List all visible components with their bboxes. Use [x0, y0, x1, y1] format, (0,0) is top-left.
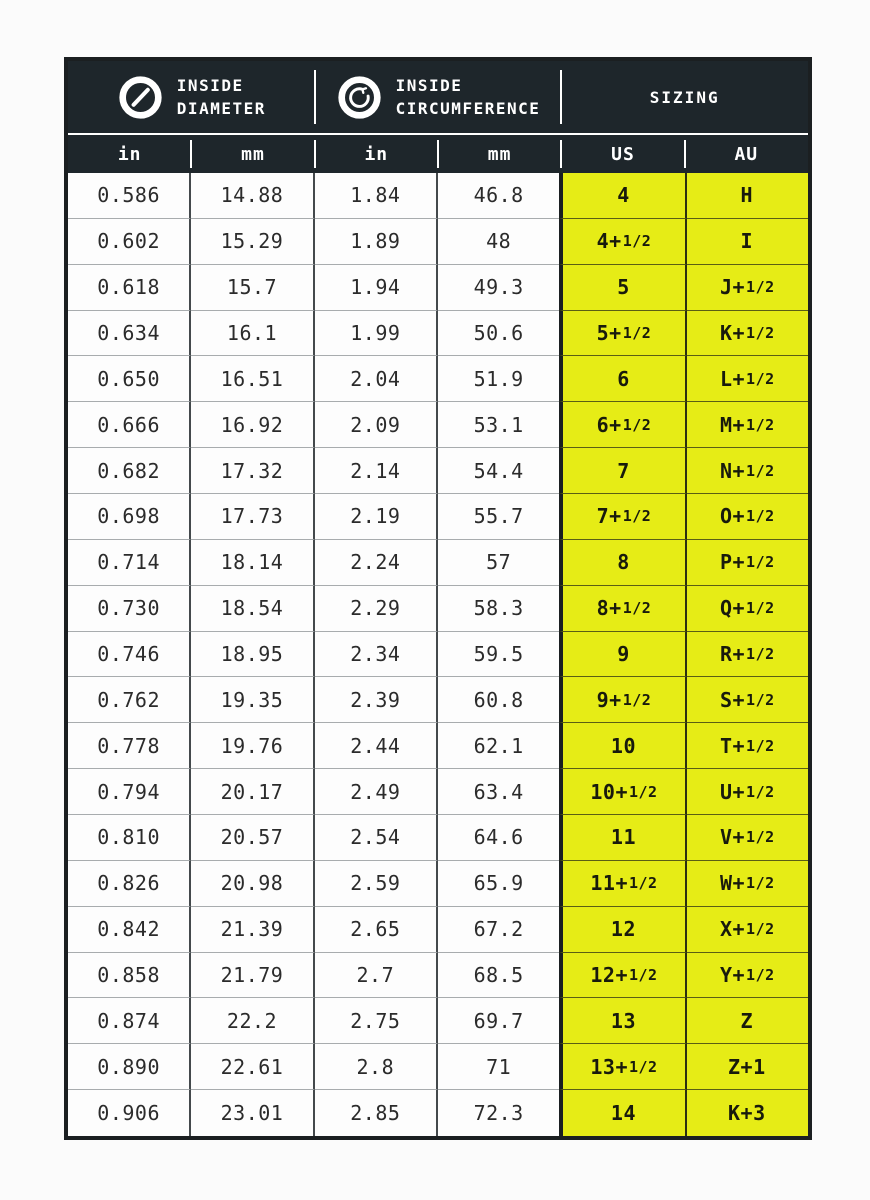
table-row: [68, 1044, 808, 1090]
us-size-value: 4+: [596, 229, 622, 254]
cell-au-size: [687, 769, 808, 815]
cell-circumference-in: 1.84: [315, 173, 438, 219]
cell-circumference-in: 2.7: [315, 953, 438, 999]
cell-diameter-mm: 14.88: [191, 173, 314, 219]
cell-circumference-in: 2.39: [315, 677, 438, 723]
au-size-fraction: 1/2: [746, 599, 775, 618]
table-row: [68, 632, 808, 678]
au-size-value: V+: [719, 825, 746, 850]
cell-au-size: [687, 219, 808, 265]
table-row: [68, 1090, 808, 1136]
cell-circumference-mm: 46.8: [438, 173, 559, 219]
cell-us-size: [559, 540, 686, 586]
cell-circumference-in: 1.89: [315, 219, 438, 265]
table-row: [68, 540, 808, 586]
cell-circumference-in: 2.24: [315, 540, 438, 586]
cell-diameter-in: 0.586: [68, 173, 191, 219]
cell-au-size: [687, 1044, 808, 1090]
cell-diameter-in: 0.794: [68, 769, 191, 815]
inside-circumference-icon: [336, 74, 383, 121]
cell-circumference-mm: 54.4: [438, 448, 559, 494]
column-header-circumference-mm: mm: [438, 135, 561, 173]
au-size-value: J+: [719, 275, 746, 300]
au-size-fraction: 1/2: [746, 782, 775, 801]
au-size-value: L+: [719, 366, 746, 391]
au-size-value: Z: [740, 1008, 754, 1033]
us-size-fraction: 1/2: [622, 690, 652, 709]
au-size-fraction: 1/2: [746, 553, 775, 572]
cell-diameter-mm: 19.76: [191, 723, 314, 769]
cell-circumference-mm: 48: [438, 219, 559, 265]
cell-diameter-in: 0.890: [68, 1044, 191, 1090]
cell-circumference-mm: 55.7: [438, 494, 559, 540]
table-row: [68, 907, 808, 953]
cell-au-size: [687, 907, 808, 953]
cell-circumference-in: 2.09: [315, 402, 438, 448]
cell-diameter-in: 0.746: [68, 632, 191, 678]
cell-circumference-mm: 68.5: [438, 953, 559, 999]
us-size-value: 7: [617, 458, 630, 483]
cell-us-size: [559, 448, 686, 494]
us-size-fraction: 1/2: [628, 1057, 658, 1076]
cell-au-size: [687, 998, 808, 1044]
cell-circumference-in: 1.99: [315, 311, 438, 357]
us-size-value: 9+: [596, 687, 622, 712]
cell-us-size: [559, 356, 686, 402]
cell-diameter-mm: 22.61: [191, 1044, 314, 1090]
cell-diameter-in: 0.874: [68, 998, 191, 1044]
au-size-fraction: 1/2: [746, 874, 775, 893]
us-size-value: 7+: [596, 504, 622, 529]
au-size-fraction: 1/2: [746, 966, 775, 985]
cell-circumference-mm: 53.1: [438, 402, 559, 448]
au-size-fraction: 1/2: [746, 461, 775, 480]
cell-diameter-in: 0.810: [68, 815, 191, 861]
au-size-value: U+: [719, 779, 746, 804]
us-size-value: 9: [617, 642, 630, 667]
au-size-value: Z+1: [727, 1054, 766, 1079]
cell-diameter-in: 0.778: [68, 723, 191, 769]
cell-us-size: [559, 265, 686, 311]
cell-au-size: [687, 448, 808, 494]
cell-diameter-in: 0.698: [68, 494, 191, 540]
table-row: [68, 769, 808, 815]
au-size-value: P+: [719, 550, 746, 575]
cell-diameter-in: 0.762: [68, 677, 191, 723]
cell-us-size: [559, 632, 686, 678]
us-size-value: 5: [617, 275, 630, 300]
au-size-value: H: [740, 183, 754, 208]
header-sizing-label: SIZING: [649, 87, 720, 107]
cell-diameter-mm: 18.95: [191, 632, 314, 678]
table-row: [68, 265, 808, 311]
cell-circumference-mm: 59.5: [438, 632, 559, 678]
cell-au-size: [687, 815, 808, 861]
us-size-value: 11: [610, 825, 637, 850]
cell-circumference-in: 2.75: [315, 998, 438, 1044]
au-size-fraction: 1/2: [746, 690, 775, 709]
cell-diameter-mm: 17.73: [191, 494, 314, 540]
cell-diameter-in: 0.730: [68, 586, 191, 632]
cell-diameter-in: 0.666: [68, 402, 191, 448]
label-line: DIAMETER: [176, 99, 266, 118]
cell-circumference-in: 2.85: [315, 1090, 438, 1136]
us-size-fraction: 1/2: [622, 599, 652, 618]
cell-au-size: [687, 494, 808, 540]
au-size-value: T+: [719, 733, 746, 758]
us-size-value: 4: [617, 183, 630, 208]
cell-au-size: [687, 677, 808, 723]
cell-diameter-mm: 15.29: [191, 219, 314, 265]
cell-au-size: [687, 311, 808, 357]
cell-au-size: [687, 173, 808, 219]
cell-circumference-mm: 51.9: [438, 356, 559, 402]
au-size-fraction: 1/2: [746, 645, 775, 664]
au-size-value: K+3: [727, 1101, 766, 1126]
cell-diameter-mm: 20.17: [191, 769, 314, 815]
us-size-value: 12: [610, 917, 637, 942]
cell-diameter-mm: 16.92: [191, 402, 314, 448]
us-size-value: 5+: [596, 321, 622, 345]
cell-diameter-in: 0.634: [68, 311, 191, 357]
cell-circumference-mm: 57: [438, 540, 559, 586]
cell-circumference-mm: 65.9: [438, 861, 559, 907]
cell-diameter-mm: 17.32: [191, 448, 314, 494]
header-inside-diameter: [68, 61, 315, 133]
table-row: [68, 494, 808, 540]
cell-au-size: [687, 586, 808, 632]
table-row: [68, 998, 808, 1044]
us-size-value: 13+: [590, 1054, 628, 1079]
au-size-fraction: 1/2: [746, 324, 775, 342]
table-header: [68, 61, 808, 173]
us-size-value: 8: [617, 550, 630, 575]
cell-us-size: [559, 907, 686, 953]
au-size-fraction: 1/2: [746, 920, 775, 939]
us-size-value: 13: [610, 1008, 637, 1033]
cell-circumference-mm: 67.2: [438, 907, 559, 953]
cell-us-size: [559, 861, 686, 907]
cell-circumference-in: 2.65: [315, 907, 438, 953]
cell-diameter-mm: 19.35: [191, 677, 314, 723]
us-size-value: 10: [610, 733, 637, 758]
cell-us-size: [559, 1090, 686, 1136]
au-size-value: K+: [719, 321, 746, 345]
cell-diameter-in: 0.650: [68, 356, 191, 402]
au-size-value: Q+: [719, 596, 746, 621]
cell-circumference-mm: 60.8: [438, 677, 559, 723]
cell-us-size: [559, 815, 686, 861]
au-size-value: Y+: [719, 963, 746, 988]
cell-circumference-in: 2.8: [315, 1044, 438, 1090]
cell-diameter-mm: 16.51: [191, 356, 314, 402]
table-row: [68, 448, 808, 494]
us-size-fraction: 1/2: [622, 415, 652, 434]
us-size-value: 11+: [590, 871, 628, 896]
cell-diameter-mm: 15.7: [191, 265, 314, 311]
cell-diameter-mm: 21.39: [191, 907, 314, 953]
us-size-value: 10+: [590, 779, 628, 804]
table-row: [68, 953, 808, 999]
table-row: [68, 815, 808, 861]
cell-us-size: [559, 769, 686, 815]
cell-us-size: [559, 677, 686, 723]
cell-au-size: [687, 540, 808, 586]
au-size-value: W+: [719, 871, 746, 896]
au-size-value: O+: [719, 504, 746, 529]
cell-au-size: [687, 953, 808, 999]
au-size-value: M+: [719, 412, 746, 437]
cell-circumference-mm: 49.3: [438, 265, 559, 311]
cell-au-size: [687, 861, 808, 907]
table-body: [68, 173, 808, 1136]
us-size-value: 8+: [596, 596, 622, 621]
au-size-value: S+: [719, 687, 746, 712]
table-row: [68, 173, 808, 219]
column-header-diameter-in: in: [68, 135, 191, 173]
cell-diameter-in: 0.682: [68, 448, 191, 494]
cell-circumference-mm: 62.1: [438, 723, 559, 769]
cell-circumference-in: 2.29: [315, 586, 438, 632]
column-header-au: AU: [734, 143, 759, 165]
cell-diameter-in: 0.618: [68, 265, 191, 311]
table-row: [68, 586, 808, 632]
cell-au-size: [687, 356, 808, 402]
cell-us-size: [559, 494, 686, 540]
cell-circumference-in: 2.14: [315, 448, 438, 494]
us-size-fraction: 1/2: [628, 874, 658, 893]
us-size-value: 12+: [590, 963, 628, 988]
cell-circumference-mm: 63.4: [438, 769, 559, 815]
table-row: [68, 861, 808, 907]
cell-circumference-mm: 71: [438, 1044, 559, 1090]
cell-au-size: [687, 265, 808, 311]
cell-us-size: [559, 953, 686, 999]
cell-circumference-in: 2.54: [315, 815, 438, 861]
column-header-us: US: [561, 135, 684, 173]
table-row: [68, 402, 808, 448]
us-size-fraction: 1/2: [628, 782, 658, 801]
us-size-fraction: 1/2: [622, 507, 652, 526]
cell-circumference-mm: 64.6: [438, 815, 559, 861]
cell-diameter-mm: 20.98: [191, 861, 314, 907]
cell-circumference-mm: 72.3: [438, 1090, 559, 1136]
cell-circumference-mm: 50.6: [438, 311, 559, 357]
au-size-value: X+: [719, 917, 746, 942]
cell-us-size: [559, 1044, 686, 1090]
us-size-value: 14: [610, 1101, 637, 1126]
cell-us-size: [559, 723, 686, 769]
au-size-value: N+: [719, 458, 746, 483]
au-size-fraction: 1/2: [746, 507, 775, 526]
inside-diameter-icon: [117, 74, 164, 121]
header-sizing: [561, 61, 808, 133]
table-row: [68, 311, 808, 357]
cell-diameter-mm: 23.01: [191, 1090, 314, 1136]
cell-diameter-mm: 18.54: [191, 586, 314, 632]
label-line: INSIDE: [395, 75, 463, 95]
cell-circumference-mm: 69.7: [438, 998, 559, 1044]
table-row: [68, 677, 808, 723]
us-size-fraction: 1/2: [622, 232, 652, 251]
cell-circumference-in: 1.94: [315, 265, 438, 311]
cell-diameter-mm: 21.79: [191, 953, 314, 999]
us-size-value: 6+: [596, 412, 622, 437]
au-size-fraction: 1/2: [746, 369, 775, 388]
cell-us-size: [559, 402, 686, 448]
cell-us-size: [559, 311, 686, 357]
au-size-fraction: 1/2: [746, 736, 775, 755]
label-line: INSIDE: [176, 75, 244, 95]
us-size-fraction: 1/2: [622, 324, 652, 342]
cell-circumference-in: 2.04: [315, 356, 438, 402]
cell-diameter-in: 0.842: [68, 907, 191, 953]
table-row: [68, 723, 808, 769]
cell-diameter-mm: 18.14: [191, 540, 314, 586]
cell-diameter-mm: 20.57: [191, 815, 314, 861]
cell-diameter-in: 0.858: [68, 953, 191, 999]
cell-circumference-in: 2.34: [315, 632, 438, 678]
table-row: [68, 356, 808, 402]
us-size-value: 6: [617, 366, 630, 391]
cell-diameter-mm: 16.1: [191, 311, 314, 357]
us-size-fraction: 1/2: [628, 966, 658, 985]
cell-circumference-in: 2.59: [315, 861, 438, 907]
cell-au-size: [687, 632, 808, 678]
cell-diameter-mm: 22.2: [191, 998, 314, 1044]
header-inside-circumference-label: [396, 74, 541, 120]
column-header-row: [68, 135, 808, 173]
header-group-row: [68, 61, 808, 133]
cell-us-size: [559, 219, 686, 265]
cell-diameter-in: 0.714: [68, 540, 191, 586]
au-size-value: I: [740, 229, 754, 254]
column-header-diameter-mm: mm: [191, 135, 314, 173]
au-size-fraction: 1/2: [746, 415, 775, 434]
cell-us-size: [559, 998, 686, 1044]
cell-circumference-in: 2.49: [315, 769, 438, 815]
cell-circumference-in: 2.19: [315, 494, 438, 540]
ring-size-chart: [64, 57, 812, 1140]
cell-au-size: [687, 1090, 808, 1136]
au-size-value: R+: [719, 642, 746, 667]
header-inside-circumference: [315, 61, 562, 133]
cell-diameter-in: 0.602: [68, 219, 191, 265]
au-size-fraction: 1/2: [746, 278, 775, 297]
label-line: CIRCUMFERENCE: [395, 99, 541, 118]
cell-us-size: [559, 586, 686, 632]
cell-diameter-in: 0.826: [68, 861, 191, 907]
cell-us-size: [559, 173, 686, 219]
cell-au-size: [687, 723, 808, 769]
cell-diameter-in: 0.906: [68, 1090, 191, 1136]
column-header-circumference-in: in: [315, 135, 438, 173]
header-inside-diameter-label: [177, 74, 266, 120]
table-row: [68, 219, 808, 265]
au-size-fraction: 1/2: [746, 828, 775, 847]
cell-au-size: [687, 402, 808, 448]
cell-circumference-in: 2.44: [315, 723, 438, 769]
cell-circumference-mm: 58.3: [438, 586, 559, 632]
